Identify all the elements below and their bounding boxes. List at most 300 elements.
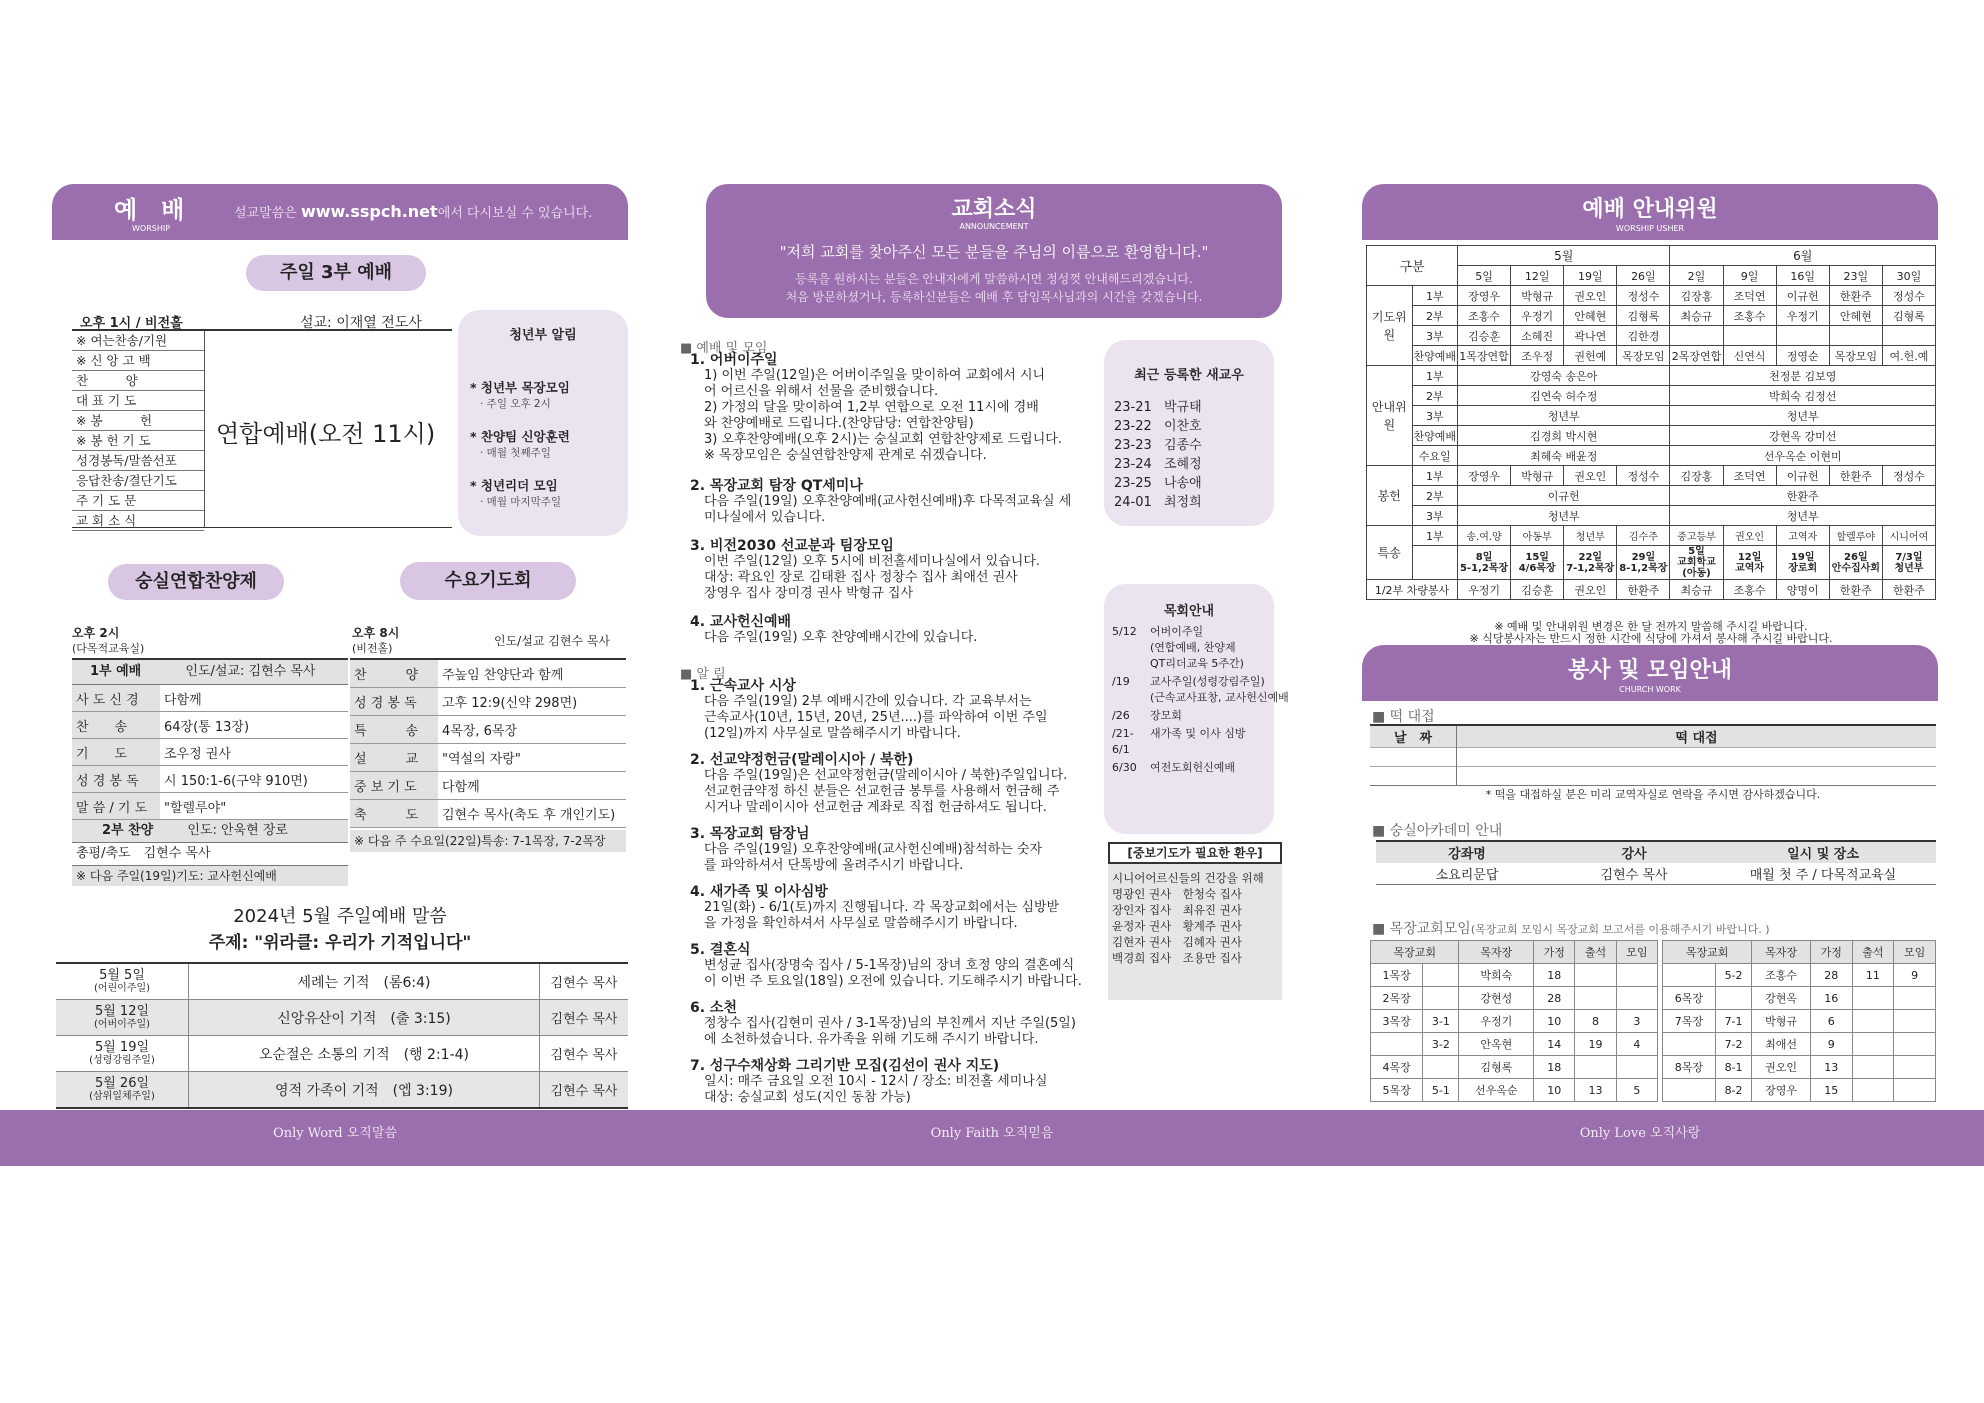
mokjang-row (1371, 1033, 1658, 1056)
usher-row (1367, 466, 1936, 486)
pastoral-row (1112, 760, 1272, 776)
wed-row (350, 659, 626, 688)
mokjang-head: 목장교회 (1663, 941, 1752, 964)
wed-row (350, 688, 626, 716)
group-offer: 봉헌 (1367, 466, 1413, 526)
usher-name: 김수주 (1617, 526, 1670, 546)
usher-key: 1부 (1412, 286, 1458, 306)
rice-head-offer: 떡 대접 (1675, 731, 1718, 746)
mokjang-head: 출석 (1575, 941, 1616, 964)
wed-row (350, 772, 626, 800)
sermon-table (56, 962, 628, 1109)
rice-table (1370, 724, 1936, 786)
choir-table (72, 685, 348, 820)
sermon-row (56, 1036, 628, 1072)
usher-name: 한환주 (1670, 486, 1936, 506)
mokjang-cell: 3-2 (1423, 1033, 1459, 1056)
wed-row (350, 716, 626, 744)
order-item: ※ 봉 헌 기 도 (72, 431, 204, 451)
academy-course: 소요리문답 (1435, 868, 1499, 883)
mokjang-cell: 18 (1534, 964, 1575, 987)
sermon-title: 2024년 5월 주일예배 말씀 (233, 906, 447, 927)
usher-row (1367, 326, 1936, 346)
pastoral-date: /21-6/1 (1112, 727, 1134, 756)
mokjang-cell: 조홍수 (1752, 964, 1811, 987)
newcomer-name: 나송애 (1164, 476, 1202, 491)
prayer-list (1108, 864, 1282, 972)
choir-part2: 2부 찬양 인도: 안욱현 장로 (72, 820, 348, 843)
usher-name: 권오인 (1564, 466, 1617, 486)
mokjang-cell (1894, 1056, 1936, 1079)
usher-name: 목장모임 (1617, 346, 1670, 366)
website-link[interactable]: www.sspch.net (300, 202, 438, 221)
mokjang-cell: 2목장 (1371, 987, 1423, 1010)
usher-row (1367, 506, 1936, 526)
order-item: ※ 여는찬송/기원 (72, 331, 204, 351)
pastoral-box (1104, 584, 1289, 834)
usher-name: 양명이 (1776, 580, 1829, 600)
mokjang-cell: 4목장 (1371, 1056, 1423, 1079)
footer-right: Only Love 오직사랑 (1579, 1126, 1701, 1141)
wed-value: 다함께 (438, 772, 626, 800)
usher-date: 19일 (1564, 266, 1617, 286)
mokjang-cell (1616, 987, 1657, 1010)
news-item (690, 614, 1100, 646)
news-item-line: 변성균 집사(장명숙 집사 / 5-1목장)님의 장녀 호정 양의 결혼예식 (704, 958, 1075, 973)
mokjang-cell: 선우옥순 (1459, 1079, 1534, 1102)
news-item-line: 에 소천하셨습니다. 유가족을 위해 기도해 주시기 바랍니다. (704, 1032, 1039, 1047)
mokjang-cell: 우정기 (1459, 1010, 1534, 1033)
usher-name: 조홍수 (1723, 580, 1776, 600)
pastoral-desc (1150, 708, 1182, 724)
usher-note-2: ※ 식당봉사자는 반드시 정한 시간에 식당에 가셔서 봉사해 주시길 바랍니다. (1469, 632, 1833, 645)
mokjang-head: 목자장 (1752, 941, 1811, 964)
mokjang-cell (1852, 1056, 1894, 1079)
usher-name: 장영우 (1458, 466, 1511, 486)
mokjang-cell: 김형록 (1459, 1056, 1534, 1079)
mokjang-cell: 7-2 (1715, 1033, 1751, 1056)
pastoral-desc (1150, 726, 1246, 758)
pastoral-line: (근속교사표창, 교사헌신예배 (1150, 691, 1289, 704)
news-item-line: (12일)까지 사무실로 말씀해주시기 바랍니다. (704, 726, 961, 741)
pastoral-title: 목회안내 (1163, 604, 1215, 619)
news-item-line: 2) 가정의 달을 맞이하여 1,2부 연합으로 오전 11시에 경배 (704, 400, 1039, 415)
newcomer-no: 23-22 (1114, 419, 1152, 434)
mokjang-cell: 8목장 (1663, 1056, 1716, 1079)
pastoral-line: QT리더교육 5주간) (1150, 657, 1244, 670)
usher-name: 아동부 (1511, 526, 1564, 546)
usher-name: 장영우 (1458, 286, 1511, 306)
wed-row (350, 800, 626, 828)
mokjang-cell: 강현성 (1459, 987, 1534, 1010)
usher-name: 신연식 (1723, 346, 1776, 366)
mokjang-cell (1852, 987, 1894, 1010)
choir-pill: 숭실연합찬양제 (108, 564, 284, 600)
sermon-preacher: 김현수 목사 (540, 1000, 629, 1036)
usher-note-1: ※ 예배 및 안내위원 변경은 한 달 전까지 말씀해 주시길 바랍니다. (1494, 620, 1808, 633)
rice-head-date: 날 짜 (1370, 725, 1457, 748)
mokjang-table-left (1370, 940, 1658, 1102)
usher-key: 1부 (1412, 466, 1458, 486)
news-item (690, 884, 1100, 932)
usher-name: 정성수 (1617, 466, 1670, 486)
news-header (706, 184, 1282, 318)
youth-item-sub: · 주일 오후 2시 (480, 398, 551, 410)
news-item-title: 1. 어버이주일 (690, 352, 778, 368)
usher-song-date: 12일 교역자 (1723, 546, 1776, 580)
usher-name: 시니어여 (1882, 526, 1935, 546)
news-item-line: 이번 주일(12일) 오후 5시에 비전홀세미나실에서 있습니다. (704, 554, 1041, 569)
mokjang-cell: 6목장 (1663, 987, 1716, 1010)
usher-name: 권오인 (1564, 286, 1617, 306)
news-item-line: 시거나 말레이시아 선교헌금 계좌로 직접 헌금하셔도 됩니다. (704, 800, 1047, 815)
wed-lead: 인도/설교 김현수 목사 (494, 634, 611, 648)
mokjang-cell (1894, 987, 1936, 1010)
choir-key: 말 씀 / 기 도 (72, 793, 160, 820)
usher-name: 이규헌 (1458, 486, 1670, 506)
news-item-title: 4. 교사헌신예배 (690, 614, 792, 630)
choir-row (72, 766, 348, 793)
prayer-line: 백경희 집사 조용만 집사 (1112, 951, 1242, 965)
choir-note: ※ 다음 주일(19일)기도: 교사헌신예배 (72, 866, 348, 886)
mokjang-cell (1894, 1033, 1936, 1056)
news-item-line: 어 어르신을 위해서 선물을 준비했습니다. (704, 384, 939, 399)
news-item-title: 3. 비전2030 선교분과 팀장모임 (690, 538, 894, 554)
service3-order (72, 331, 204, 531)
mokjang-row (1663, 1079, 1936, 1102)
group-song: 특송 (1367, 526, 1413, 580)
usher-gubun: 구분 (1367, 246, 1458, 286)
news-item-line: 1) 이번 주일(12일)은 어버이주일을 맞이하여 교회에서 시니 (704, 368, 1046, 383)
wed-key: 축 도 (350, 800, 438, 828)
youth-item-sub: · 매월 첫째주일 (480, 447, 551, 459)
news-item (690, 538, 1100, 602)
usher-date: 30일 (1882, 266, 1935, 286)
news-item-line: 3) 오후찬양예배(오후 2시)는 숭실교회 연합찬양제로 드립니다. (704, 432, 1062, 447)
usher-name: 청년부 (1670, 406, 1936, 426)
usher-row (1367, 346, 1936, 366)
usher-row (1367, 426, 1936, 446)
usher-name: 1목장연합 (1458, 346, 1511, 366)
mokjang-cell: 5 (1616, 1079, 1657, 1102)
mokjang-row (1663, 1033, 1936, 1056)
news-item-line: 정창수 집사(김현미 권사 / 3-1목장)님의 부친께서 지난 주일(5일) (704, 1016, 1076, 1031)
usher-name: 할렐루야 (1829, 526, 1882, 546)
mokjang-cell (1715, 987, 1751, 1010)
usher-name: 최승규 (1670, 306, 1723, 326)
service-title: 봉사 및 모임안내 (1567, 658, 1733, 683)
wed-pill: 수요기도회 (400, 562, 576, 600)
usher-name (1829, 326, 1882, 346)
usher-name: 정성수 (1882, 466, 1935, 486)
wed-key: 중 보 기 도 (350, 772, 438, 800)
usher-date: 2일 (1670, 266, 1723, 286)
pastoral-line: 장모회 (1150, 709, 1182, 722)
choir-place: (다목적교육실) (72, 642, 145, 655)
prayer-line: 명광인 권사 한청숙 집사 (1112, 887, 1242, 901)
pastoral-desc (1150, 624, 1244, 672)
usher-name (1670, 326, 1723, 346)
mokjang-cell: 3목장 (1371, 1010, 1423, 1033)
newcomer-row (1114, 491, 1202, 510)
sermon-row (56, 1072, 628, 1109)
usher-name: 안혜현 (1564, 306, 1617, 326)
newcomer-name: 이찬호 (1164, 419, 1202, 434)
usher-name: 김형록 (1617, 306, 1670, 326)
choir-row (72, 739, 348, 766)
mokjang-cell (1852, 1010, 1894, 1033)
section-worship-meetings: ■ 예배 및 모임 (680, 341, 768, 356)
usher-name: 우정기 (1776, 306, 1829, 326)
news-item-title: 2. 선교약정헌금(말레이시아 / 북한) (690, 752, 914, 768)
sermon-special: (어버이주일) (93, 1018, 151, 1030)
wed-value: 주높임 찬양단과 함께 (438, 659, 626, 688)
prayer-line: 김현자 권사 김혜자 권사 (1112, 935, 1242, 949)
mokjang-cell: 13 (1810, 1056, 1852, 1079)
mokjang-row (1663, 1010, 1936, 1033)
mokjang-cell: 28 (1810, 964, 1852, 987)
news-title: 교회소식 (951, 197, 1037, 222)
footer-left: Only Word 오직말씀 (273, 1126, 397, 1141)
wed-key: 특 송 (350, 716, 438, 744)
news-line2: 처음 방문하셨거나, 등록하신분들은 예배 후 담임목사님과의 시간을 갖겠습니다. (785, 290, 1203, 304)
mokjang-row (1663, 964, 1936, 987)
newcomer-no: 24-01 (1114, 495, 1152, 510)
sermon-date (56, 1072, 189, 1109)
choir-value: "할렐루야" (160, 793, 348, 820)
mokjang-cell: 안옥현 (1459, 1033, 1534, 1056)
usher-name: 청년부 (1564, 526, 1617, 546)
usher-name: 최승규 (1670, 580, 1723, 600)
mokjang-cell: 8 (1575, 1010, 1616, 1033)
mokjang-head: 가정 (1810, 941, 1852, 964)
mokjang-cell: 8-1 (1715, 1056, 1751, 1079)
sermon-day: 5월 26일 (94, 1075, 150, 1091)
mokjang-row (1371, 1010, 1658, 1033)
usher-row (1367, 386, 1936, 406)
prayer-box (1108, 842, 1282, 1000)
rice-label: ■ 떡 대접 (1372, 709, 1435, 725)
mokjang-cell: 3 (1616, 1010, 1657, 1033)
order-item: 대 표 기 도 (72, 391, 204, 411)
academy-head-course: 강좌명 (1448, 847, 1486, 862)
usher-name: 최혜숙 배윤정 (1458, 446, 1670, 466)
wed-note: ※ 다음 주 수요일(22일)특송: 7-1목장, 7-2목장 (350, 830, 626, 852)
newcomer-row (1114, 396, 1202, 415)
newcomer-name: 조혜정 (1164, 457, 1202, 472)
pastoral-date: /19 (1112, 675, 1130, 688)
mokjang-cell: 10 (1534, 1010, 1575, 1033)
usher-key: 3부 (1412, 326, 1458, 346)
usher-name: 김한경 (1617, 326, 1670, 346)
wed-key: 설 교 (350, 744, 438, 772)
news-list-2 (690, 678, 1100, 1106)
usher-name: 우정기 (1511, 306, 1564, 326)
usher-header (1362, 184, 1938, 240)
choir-block (72, 658, 348, 886)
usher-name: 박형규 (1511, 466, 1564, 486)
sermon-preacher: 김현수 목사 (540, 963, 629, 1000)
pastoral-row (1112, 708, 1272, 724)
mokjang-cell (1423, 1056, 1459, 1079)
service-sub: CHURCH WORK (1619, 685, 1681, 694)
service3-center: 연합예배(오전 11시) (216, 420, 436, 448)
usher-name: 강현옥 강미선 (1670, 426, 1936, 446)
mokjang-cell: 4 (1616, 1033, 1657, 1056)
pastoral-list (1112, 624, 1289, 778)
choir-row (72, 685, 348, 712)
usher-name: 김장홍 (1670, 466, 1723, 486)
sermon-special: (성령강림주일) (89, 1054, 155, 1066)
mokjang-cell: 28 (1534, 987, 1575, 1010)
news-item (690, 752, 1100, 816)
news-item-line: 다음 주일(19일) 오후찬양예배(교사헌신예배)후 다목적교육실 세 (704, 494, 1072, 509)
academy-label: ■ 숭실아카데미 안내 (1372, 823, 1503, 839)
mokjang-cell: 8-2 (1715, 1079, 1751, 1102)
pastoral-row (1112, 624, 1272, 672)
wed-block (350, 658, 626, 852)
mokjang-cell (1371, 1033, 1423, 1056)
usher-name: 고역자 (1776, 526, 1829, 546)
usher-name: 천정분 김보영 (1670, 366, 1936, 386)
usher-song-date: 7/3일 청년부 (1882, 546, 1935, 580)
youth-items (470, 378, 570, 525)
choir-key: 사 도 신 경 (72, 685, 160, 712)
usher-date: 16일 (1776, 266, 1829, 286)
usher-name: 조우정 (1511, 346, 1564, 366)
mokjang-cell (1894, 1010, 1936, 1033)
usher-name: 목장모임 (1829, 346, 1882, 366)
usher-key: 1/2부 차량봉사 (1367, 580, 1458, 600)
newcomer-row (1114, 434, 1202, 453)
news-item-line: 일시: 매주 금요일 오전 10시 - 12시 / 장소: 비전홀 세미나실 (704, 1074, 1048, 1089)
mokjang-cell: 15 (1810, 1079, 1852, 1102)
mokjang-head: 가정 (1534, 941, 1575, 964)
mokjang-cell: 3-1 (1423, 1010, 1459, 1033)
mokjang-cell: 강현옥 (1752, 987, 1811, 1010)
mokjang-row (1371, 987, 1658, 1010)
wed-value: 고후 12:9(신약 298면) (438, 688, 626, 716)
usher-name: 박희숙 김정선 (1670, 386, 1936, 406)
mokjang-head: 출석 (1852, 941, 1894, 964)
youth-item-title: * 청년부 목장모임 (470, 380, 570, 395)
choir-value: 조우정 권사 (160, 739, 348, 766)
usher-table (1366, 245, 1936, 600)
usher-row (1367, 366, 1936, 386)
group-guide: 안내위원 (1367, 366, 1413, 466)
service3-preacher: 설교: 이재열 전도사 (300, 315, 422, 331)
worship-sub: WORSHIP (132, 224, 171, 233)
usher-row (1367, 306, 1936, 326)
usher-name: 청년부 (1670, 506, 1936, 526)
sermon-row (56, 1000, 628, 1036)
order-item: 성경봉독/말씀선포 (72, 451, 204, 471)
pastoral-date: 6/30 (1112, 761, 1137, 774)
group-prayer: 기도위원 (1367, 286, 1413, 366)
mokjang-cell: 19 (1575, 1033, 1616, 1056)
sermon-text: 신앙유산이 기적 (출 3:15) (189, 1000, 540, 1036)
youth-item (470, 427, 570, 460)
youth-item-title: * 청년리더 모임 (470, 478, 558, 493)
mokjang-cell (1663, 1033, 1716, 1056)
news-item-line: 장영우 집사 장미경 권사 박형규 집사 (704, 586, 914, 601)
mokjang-cell (1575, 1056, 1616, 1079)
order-item: ※ 신 앙 고 백 (72, 351, 204, 371)
usher-name: 김경희 박시현 (1458, 426, 1670, 446)
usher-row (1367, 406, 1936, 426)
usher-name: 안혜현 (1829, 306, 1882, 326)
sermon-special: (삼위일체주일) (89, 1090, 155, 1102)
mokjang-cell: 장영우 (1752, 1079, 1811, 1102)
usher-key: 2부 (1412, 486, 1458, 506)
pastoral-line: 여전도회헌신예배 (1150, 761, 1236, 774)
usher-song-date: 5일 교회학교(아동) (1670, 546, 1723, 580)
usher-row (1367, 546, 1936, 580)
newcomer-no: 23-24 (1114, 457, 1152, 472)
usher-date: 23일 (1829, 266, 1882, 286)
mokjang-row (1371, 1079, 1658, 1102)
pastoral-date: 5/12 (1112, 625, 1137, 638)
usher-key: 수요일 (1412, 446, 1458, 466)
usher-name: 조덕연 (1723, 466, 1776, 486)
footer-middle: Only Faith 오직믿음 (930, 1126, 1054, 1141)
rice-cell (1457, 767, 1937, 786)
choir-key: 찬 송 (72, 712, 160, 739)
usher-row (1367, 446, 1936, 466)
sermon-day: 5월 19일 (94, 1039, 150, 1055)
mokjang-cell: 박희숙 (1459, 964, 1534, 987)
usher-song-date: 15일 4/6목장 (1511, 546, 1564, 580)
usher-name: 정성수 (1882, 286, 1935, 306)
sermon-text: 영적 가족이 기적 (엡 3:19) (189, 1072, 540, 1109)
mokjang-cell: 13 (1575, 1079, 1616, 1102)
wed-key: 성 경 봉 독 (350, 688, 438, 716)
news-item-line: 미나실에서 있습니다. (704, 510, 826, 525)
usher-row (1367, 246, 1936, 266)
newcomers-title: 최근 등록한 새교우 (1134, 368, 1244, 383)
usher-name: 이규헌 (1776, 466, 1829, 486)
service-header (1362, 645, 1938, 701)
usher-song-date: 22일 7-1,2목장 (1564, 546, 1617, 580)
usher-name: 우정기 (1458, 580, 1511, 600)
sermon-date (56, 1000, 189, 1036)
mokjang-cell (1852, 1079, 1894, 1102)
news-item-line: 와 찬양예배로 드립니다.(찬양담당: 연합찬양팀) (704, 416, 974, 431)
usher-name: 권헌예 (1564, 346, 1617, 366)
wed-row (350, 744, 626, 772)
wed-table (350, 658, 626, 828)
month-june: 6월 (1670, 246, 1936, 266)
wed-value: 김현수 목사(축도 후 개인기도) (438, 800, 626, 828)
prayer-line: 시니어어르신들의 건강을 위해 (1112, 871, 1264, 885)
sermon-preacher: 김현수 목사 (540, 1072, 629, 1109)
usher-name (1882, 326, 1935, 346)
usher-name (1776, 326, 1829, 346)
choir-part2-row: 총평/축도 김현수 목사 (72, 843, 348, 866)
usher-name (1723, 326, 1776, 346)
mokjang-cell: 9 (1810, 1033, 1852, 1056)
usher-name: 한환주 (1882, 580, 1935, 600)
usher-row (1367, 580, 1936, 600)
news-item (690, 826, 1100, 874)
mokjang-cell (1616, 1056, 1657, 1079)
choir-value: 64장(통 13장) (160, 712, 348, 739)
wed-key: 찬 양 (350, 659, 438, 688)
mokjang-cell (1852, 1033, 1894, 1056)
usher-name: 중고등부 (1670, 526, 1723, 546)
mokjang-cell: 6 (1810, 1010, 1852, 1033)
order-item: ※ 봉 헌 (72, 411, 204, 431)
